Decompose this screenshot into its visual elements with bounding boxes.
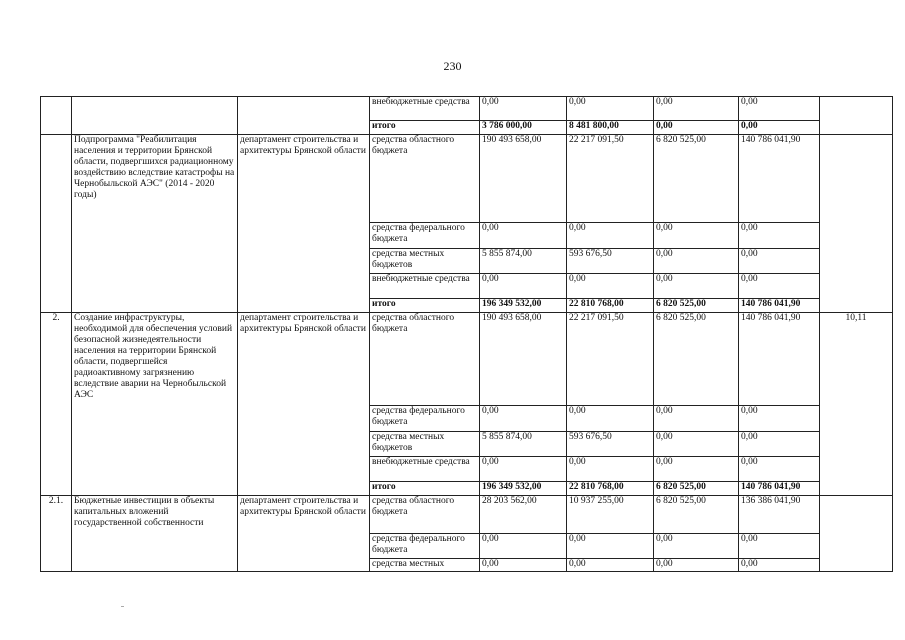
executor <box>238 97 370 135</box>
funding-source: средства федерального бюджета <box>370 406 480 432</box>
row-number <box>41 135 72 313</box>
indicator-ref <box>820 135 893 313</box>
indicator-ref: 10,11 <box>820 313 893 496</box>
value-cell: 0,00 <box>567 559 654 572</box>
value-cell: 0,00 <box>654 97 739 121</box>
value-cell: 0,00 <box>567 406 654 432</box>
value-cell: 140 786 041,90 <box>739 313 820 406</box>
value-cell: 0,00 <box>739 432 820 457</box>
table-row <box>41 97 893 121</box>
funding-source: средства областного бюджета <box>370 313 480 406</box>
value-cell: 8 481 800,00 <box>567 121 654 135</box>
value-cell: 0,00 <box>739 97 820 121</box>
value-cell: 0,00 <box>480 223 567 249</box>
value-cell: 0,00 <box>567 534 654 559</box>
value-cell: 0,00 <box>480 406 567 432</box>
value-cell: 196 349 532,00 <box>480 482 567 496</box>
value-cell: 0,00 <box>654 121 739 135</box>
value-cell: 136 386 041,90 <box>739 496 820 534</box>
executor: департамент строительства и архитектуры Брянской области <box>238 496 370 572</box>
value-cell: 0,00 <box>654 534 739 559</box>
value-cell: 0,00 <box>480 457 567 482</box>
funding-source: внебюджетные средства <box>370 457 480 482</box>
value-cell: 0,00 <box>739 274 820 299</box>
funding-source: средства федерального бюджета <box>370 534 480 559</box>
row-number <box>41 97 72 135</box>
value-cell: 6 820 525,00 <box>654 496 739 534</box>
value-cell: 0,00 <box>654 249 739 274</box>
item-name: Бюджетные инвестиции в объекты капитальных вложений государственной собственности <box>72 496 238 572</box>
funding-source: внебюджетные средства <box>370 97 480 121</box>
executor: департамент строительства и архитектуры Брянской области <box>238 313 370 496</box>
value-cell: 0,00 <box>567 457 654 482</box>
value-cell: 0,00 <box>480 97 567 121</box>
value-cell: 6 820 525,00 <box>654 313 739 406</box>
value-cell: 0,00 <box>480 559 567 572</box>
table-row <box>41 135 893 223</box>
value-cell: 0,00 <box>739 457 820 482</box>
item-name: Создание инфраструктуры, необходимой для обеспечения условий безопасной жизнедеятельности населения на территории Брянской области, подвергшейся радиоактивному загрязнению вследствие аварии на Чернобыльской АЭС <box>72 313 238 496</box>
value-cell: 0,00 <box>567 223 654 249</box>
funding-source: итого <box>370 482 480 496</box>
value-cell: 196 349 532,00 <box>480 299 567 313</box>
value-cell: 0,00 <box>567 97 654 121</box>
scan-artifact <box>121 606 124 607</box>
funding-source: внебюджетные средства <box>370 274 480 299</box>
value-cell: 140 786 041,90 <box>739 482 820 496</box>
value-cell: 190 493 658,00 <box>480 313 567 406</box>
value-cell: 0,00 <box>654 223 739 249</box>
value-cell: 593 676,50 <box>567 432 654 457</box>
value-cell: 0,00 <box>567 274 654 299</box>
item-name <box>72 97 238 135</box>
value-cell: 10 937 255,00 <box>567 496 654 534</box>
value-cell: 0,00 <box>654 559 739 572</box>
executor: департамент строительства и архитектуры Брянской области <box>238 135 370 313</box>
row-number: 2.1. <box>41 496 72 572</box>
indicator-ref <box>820 97 893 135</box>
funding-source: средства местных <box>370 559 480 572</box>
value-cell: 5 855 874,00 <box>480 432 567 457</box>
value-cell: 28 203 562,00 <box>480 496 567 534</box>
value-cell: 5 855 874,00 <box>480 249 567 274</box>
value-cell: 0,00 <box>739 559 820 572</box>
item-name: Подпрограмма "Реабилитация населения и территории Брянской области, подвергшихся радиационному воздействию вследствие катастрофы на Чернобыльской АЭС" (2014 - 2020 годы) <box>72 135 238 313</box>
value-cell: 0,00 <box>654 432 739 457</box>
value-cell: 0,00 <box>654 274 739 299</box>
value-cell: 0,00 <box>480 534 567 559</box>
value-cell: 0,00 <box>739 406 820 432</box>
value-cell: 0,00 <box>739 534 820 559</box>
value-cell: 22 810 768,00 <box>567 482 654 496</box>
value-cell: 22 217 091,50 <box>567 313 654 406</box>
value-cell: 22 810 768,00 <box>567 299 654 313</box>
table-row <box>41 313 893 406</box>
value-cell: 6 820 525,00 <box>654 135 739 223</box>
value-cell: 140 786 041,90 <box>739 135 820 223</box>
value-cell: 0,00 <box>739 249 820 274</box>
value-cell: 0,00 <box>739 121 820 135</box>
value-cell: 593 676,50 <box>567 249 654 274</box>
funding-source: средства местных бюджетов <box>370 432 480 457</box>
funding-source: итого <box>370 299 480 313</box>
funding-source: средства областного бюджета <box>370 496 480 534</box>
value-cell: 0,00 <box>654 406 739 432</box>
value-cell: 0,00 <box>739 223 820 249</box>
value-cell: 140 786 041,90 <box>739 299 820 313</box>
value-cell: 3 786 000,00 <box>480 121 567 135</box>
budget-table <box>40 96 893 572</box>
indicator-ref <box>820 496 893 572</box>
funding-source: средства областного бюджета <box>370 135 480 223</box>
page-number: 230 <box>443 59 462 73</box>
value-cell: 6 820 525,00 <box>654 299 739 313</box>
funding-source: средства федерального бюджета <box>370 223 480 249</box>
value-cell: 190 493 658,00 <box>480 135 567 223</box>
row-number: 2. <box>41 313 72 496</box>
value-cell: 6 820 525,00 <box>654 482 739 496</box>
funding-source: средства местных бюджетов <box>370 249 480 274</box>
funding-source: итого <box>370 121 480 135</box>
table-row <box>41 496 893 534</box>
value-cell: 22 217 091,50 <box>567 135 654 223</box>
value-cell: 0,00 <box>480 274 567 299</box>
value-cell: 0,00 <box>654 457 739 482</box>
